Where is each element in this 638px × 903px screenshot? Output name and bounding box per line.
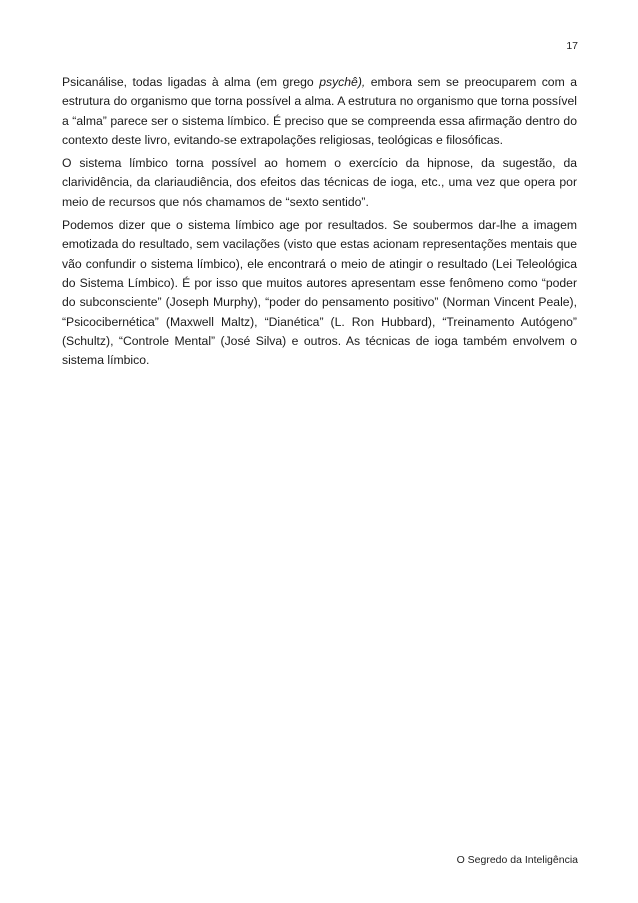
paragraph-1: [62, 73, 577, 150]
paragraph-1-italic-term: psychê),: [319, 75, 366, 89]
footer-book-title: O Segredo da Inteligência: [456, 854, 578, 866]
body-text: [62, 73, 577, 374]
paragraph-2: O sistema límbico torna possível ao homem o exercício da hipnose, da sugestão, da clarividência, da clariaudiência, dos efeitos das técnicas de ioga, etc., uma vez que opera por meio de recursos que nós chamamos de “sexto sentido”.: [62, 156, 577, 209]
paragraph-3: Podemos dizer que o sistema límbico age por resultados. Se soubermos dar-lhe a imagem emotizada do resultado, sem vacilações (visto que estas acionam representações mentais que vão confundir o sistema límbico), ele encontrará o meio de atingir o resultado (Lei Teleológica do Sistema Límbico). É por isso que muitos autores apresentam esse fenômeno como “poder do subconsciente” (Joseph Murphy), “poder do pensamento positivo” (Norman Vincent Peale), “Psicocibernética” (Maxwell Maltz), “Dianética” (L. Ron Hubbard), “Treinamento Autógeno” (Schultz), “Controle Mental” (José Silva) e outros. As técnicas de ioga também envolvem o sistema límbico.: [62, 218, 577, 368]
paragraph-1-text-end: embora sem se preocuparem com a estrutura do organismo que torna possível a alma. A estrutura no organismo que torna possível a “alma” parece ser o sistema límbico. É preciso que se compreenda essa afirmação dentro do contexto deste livro, evitando-se extrapolações religiosas, teológicas e filosóficas.: [62, 75, 577, 147]
paragraph-1-text-start: Psicanálise, todas ligadas à alma (em grego: [62, 75, 320, 89]
page-number: 17: [566, 40, 578, 52]
